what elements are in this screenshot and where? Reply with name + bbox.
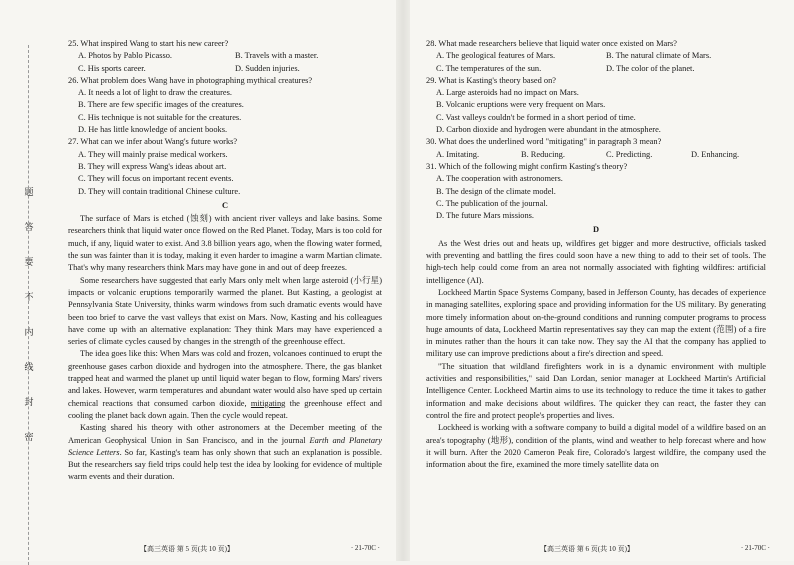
option: A. They will mainly praise medical workers.	[78, 149, 228, 159]
option: B. There are few specific images of the creatures.	[78, 100, 244, 110]
question-30: 30. What does the underlined word "mitigating" in paragraph 3 mean?	[426, 137, 662, 147]
option: B. Reducing.	[521, 149, 565, 159]
left-column	[68, 38, 382, 484]
passage-c-paragraph-2: Some researchers have suggested that early Mars only melt when large asteroid (小行星) impacts or volcanic eruptions temporarily warmed the planet. But Kasting, a geologist at Pennsylvania State University, thinks warm windows from such dramatic events would have been too brief to carve the vast valleys that exist on Mars. Now, Kasting and his colleagues have come up with an alternative explanation: They think Mars may have experienced a series of climate cycles caused by changes in the strength of the greenhouse effect.	[68, 275, 382, 347]
question-29: 29. What is Kasting's theory based on?	[426, 75, 556, 85]
option: C. They will focus on important recent events.	[78, 174, 234, 184]
option: C. His sports career.	[78, 63, 146, 73]
page-fold	[396, 0, 410, 561]
passage-c-paragraph-4	[68, 422, 382, 483]
option: A. It needs a lot of light to draw the creatures.	[78, 88, 232, 98]
passage-d-paragraph-2: Lockheed Martin Space Systems Company, based in Jefferson County, has decades of experience in managing satellites, exploring space and providing information for the US military. By generating more timely information about on-the-ground conditions and running computer programs to process huge amounts of data, Lockheed Martin representatives say they can map the extent (范围) of a fire in minutes rather than the hours it can take now. They say the AI that the company has applied to military use can improve predictions about a fire's direction and speed.	[426, 287, 766, 359]
seal-dashed-line	[28, 45, 30, 565]
option: C. His technique is not suitable for the creatures.	[78, 112, 242, 122]
option: A. Photos by Pablo Picasso.	[78, 51, 172, 61]
underlined-word: mitigating	[250, 398, 286, 408]
text: the greenhouse effect and cooling the planet back down again. Then the cycle would repeat.	[68, 398, 382, 420]
question-30-options	[426, 149, 766, 161]
option: D. He has little knowledge of ancient books.	[78, 125, 228, 135]
text: The idea goes like this: When Mars was cold and frozen, volcanoes continued to erupt the greenhouse gases carbon dioxide and hydrogen into the atmosphere. There, the gas blanket trapped heat and warmed the planet up until liquid water began to flow, forming Mars' rivers and lakes. However, warm temperatures and abundant water would also have sped up certain chemical reactions that consumed carbon dioxide,	[68, 349, 382, 408]
page-number: 【高三英语 第 6 页(共 10 页)】	[540, 545, 634, 553]
seal-line-text	[22, 185, 36, 443]
option: C. Vast valleys couldn't be formed in a short period of time.	[436, 112, 636, 122]
exam-code: · 21-70C ·	[740, 544, 770, 552]
passage-c-paragraph-1: The surface of Mars is etched (蚀刻) with ancient river valleys and lake basins. Some researchers think that liquid water once flowed on the Red Planet. Today, Mars is too cold for much, if any, liquid water to exist. And 3.8 billion years ago, when the flowing water formed, the sun was fainter than it is today, making it even harder to imagine a warm Martian climate. That's why many researchers think Mars may have gone in and out of deep freezes.	[68, 214, 382, 273]
section-heading-c: C	[221, 200, 229, 210]
page-number: 【高三英语 第 5 页(共 10 页)】	[140, 545, 234, 553]
seal-char: 答	[24, 222, 34, 232]
exam-code: · 21-70C ·	[350, 544, 380, 552]
passage-d-paragraph-3: "The situation that wildland firefighters work in is a dynamic environment with multiple activities and responsibilities," said Dan Lordan, senior manager at Lockheed Martin's Artificial Intelligence Center. Lockheed Martin aims to use its technology to reduce the time it takes to gather information and make decisions about wildfires. The quicker they can react, the faster they can control the fire and protect people's properties and lives.	[426, 361, 766, 420]
option: C. The publication of the journal.	[436, 198, 548, 208]
option: D. They will contain traditional Chinese culture.	[78, 186, 241, 196]
option: D. Enhancing.	[691, 149, 740, 159]
option: B. They will express Wang's ideas about art.	[78, 161, 227, 171]
option: A. Imitating.	[436, 149, 480, 159]
option: C. Predicting.	[606, 149, 653, 159]
option: D. Carbon dioxide and hydrogen were abundant in the atmosphere.	[436, 125, 661, 135]
question-26: 26. What problem does Wang have in photographing mythical creatures?	[68, 75, 313, 85]
question-28: 28. What made researchers believe that liquid water once existed on Mars?	[426, 39, 677, 48]
right-column	[426, 38, 766, 471]
question-25-options	[68, 50, 382, 75]
option: B. The design of the climate model.	[436, 186, 556, 196]
seal-char: 内	[24, 327, 34, 337]
option: C. The temperatures of the sun.	[436, 63, 542, 73]
question-25: 25. What inspired Wang to start his new career?	[68, 39, 229, 48]
seal-char: 要	[24, 257, 34, 267]
option: D. Sudden injuries.	[235, 63, 300, 73]
passage-d-paragraph-1: As the West dries out and heats up, wildfires get bigger and more destructive, officials tasked with preventing and battling the fires could soon have a new thing to add to their set of tools. The high-tech help could come from an area not normally associated with fighting wildfires: artificial intelligence (AI).	[426, 238, 766, 285]
seal-char: 线	[24, 362, 34, 372]
section-heading-d: D	[592, 225, 600, 235]
option: B. Travels with a master.	[235, 51, 319, 61]
seal-char: 不	[24, 292, 34, 302]
seal-char: 题	[24, 187, 34, 197]
seal-char: 密	[24, 432, 34, 442]
journal-title: Earth and Planetary Science Letters	[68, 435, 383, 457]
option: D. The future Mars missions.	[436, 211, 535, 221]
option: D. The color of the planet.	[606, 63, 695, 73]
seal-char: 封	[24, 397, 34, 407]
option: A. The geological features of Mars.	[436, 51, 556, 61]
page-footer-left	[140, 544, 380, 554]
option: A. Large asteroids had no impact on Mars.	[436, 88, 579, 98]
binding-margin	[0, 0, 58, 561]
option: B. Volcanic eruptions were very frequent on Mars.	[436, 100, 606, 110]
option: B. The natural climate of Mars.	[606, 51, 712, 61]
passage-c-paragraph-3	[68, 348, 382, 422]
text: . So far, Kasting's team has only shown that such an explanation is possible. But the researchers say field trips could help test the idea by looking for evidence of multiple warm events and their duration.	[68, 447, 382, 482]
page-footer-right	[540, 544, 770, 554]
question-28-options	[426, 50, 766, 75]
question-27: 27. What can we infer about Wang's future works?	[68, 137, 238, 147]
question-31: 31. Which of the following might confirm Kasting's theory?	[426, 161, 628, 171]
text: Kasting shared his theory with other astronomers at the December meeting of the American Geophysical Union in San Francisco, and in the journal	[68, 423, 382, 445]
option: A. The cooperation with astronomers.	[436, 174, 563, 184]
passage-d-paragraph-4: Lockheed is working with a software company to build a digital model of a wildfire based on an area's topography (地形), condition of the plants, wind and weather to help forecast where and how it will burn. After the 2020 Cameron Peak fire, Colorado's largest wildfire, the company used the information about the fire, examined the more timely satellite data on	[426, 423, 766, 470]
